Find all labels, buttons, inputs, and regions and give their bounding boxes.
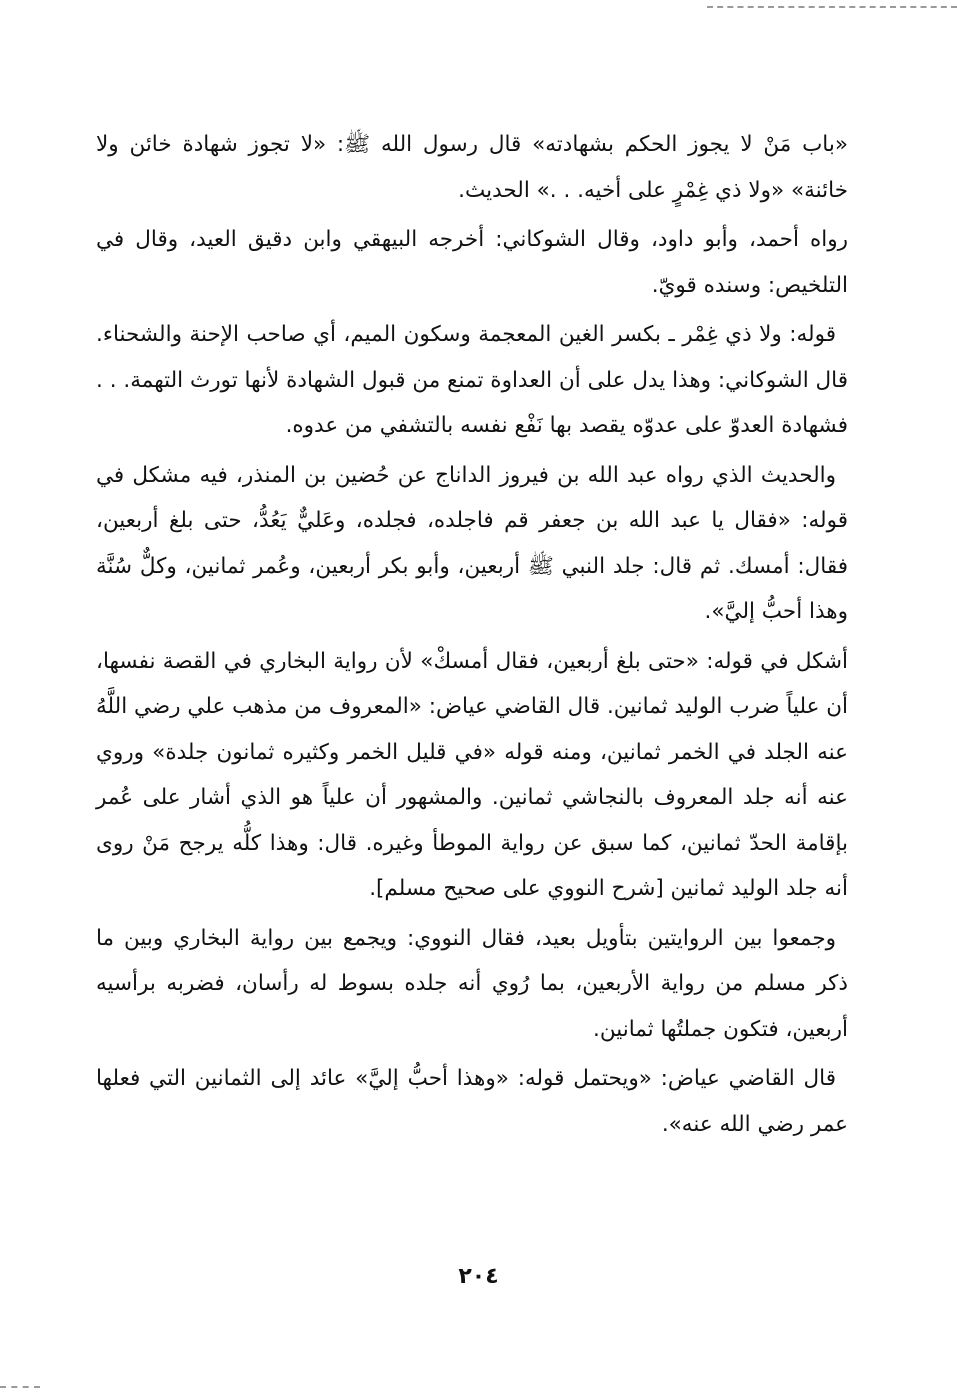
paragraph-qadi-iyad: قال القاضي عياض: «ويحتمل قوله: «وهذا أحبُّ إليَّ» عائد إلى الثمانين التي فعلها عمر رضي الله عنه». [96,1066,848,1137]
top-scan-dash-line [707,6,957,8]
page-body-text [96,122,848,1151]
paragraph-riwayat-ahmad: رواه أحمد، وأبو داود، وقال الشوكاني: أخرجه البيهقي وابن دقيق العيد، وقال في التلخيص: وسنده قويّ. [96,227,848,298]
paragraph-bab-man-la-yajuz: «باب مَنْ لا يجوز الحكم بشهادته» قال رسول الله ﷺ: «لا تجوز شهادة خائن ولا خائنة» «ولا ذي غِمْرٍ على أخيه. . .» الحديث. [96,132,848,203]
paragraph-jam-bayn-al-riwayatayn: وجمعوا بين الروايتين بتأويل بعيد، فقال النووي: ويجمع بين رواية البخاري وبين ما ذكر مسلم من رواية الأربعين، بما رُوي أنه جلده بسوط له رأسان، فضربه برأسيه أربعين، فتكون جملتُها ثمانين. [96,925,848,1042]
bottom-scan-dash-line [0,1386,40,1388]
paragraph-hadith-hudayn: والحديث الذي رواه عبد الله بن فيروز الداناج عن حُضين بن المنذر، فيه مشكل في قوله: «فقال يا عبد الله بن جعفر قم فاجلده، فجلده، وعَليٌّ يَعُدُّ، حتى بلغ أربعين، فقال: أمسك. ثم قال: جلد النبي ﷺ أربعين، وأبو بكر أربعين، وعُمر ثمانين، وكلٌّ سُنَّة وهذا أحبُّ إليَّ». [96,462,848,624]
page-number: ٢٠٤ [458,1264,499,1289]
paragraph-ishkal: أشكل في قوله: «حتى بلغ أربعين، فقال أمسكْ» لأن رواية البخاري في القصة نفسها، أن علياً ضرب الوليد ثمانين. قال القاضي عياض: «المعروف من مذهب علي رضي اللَّهُ عنه الجلد في الخمر ثمانين، ومنه قوله «في قليل الخمر وكثيره ثمانون جلدة» وروي عنه أنه جلد المعروف بالنجاشي ثمانين. والمشهور أن علياً هو الذي أشار على عُمر بإقامة الحدّ ثمانين، كما سبق عن رواية الموطأ وغيره. قال: وهذا كلُّه يرجح مَنْ روى أنه جلد الوليد ثمانين [شرح النووي على صحيح مسلم]. [96,648,848,901]
paragraph-ghimr-explanation: قوله: ولا ذي غِمْر ـ بكسر الغين المعجمة وسكون الميم، أي صاحب الإحنة والشحناء. قال الشوكاني: وهذا يدل على أن العداوة تمنع من قبول الشهادة لأنها تورث التهمة. . . فشهادة العدوّ على عدوّه يقصد بها نَفْع نفسه بالتشفي من عدوه. [96,322,848,438]
